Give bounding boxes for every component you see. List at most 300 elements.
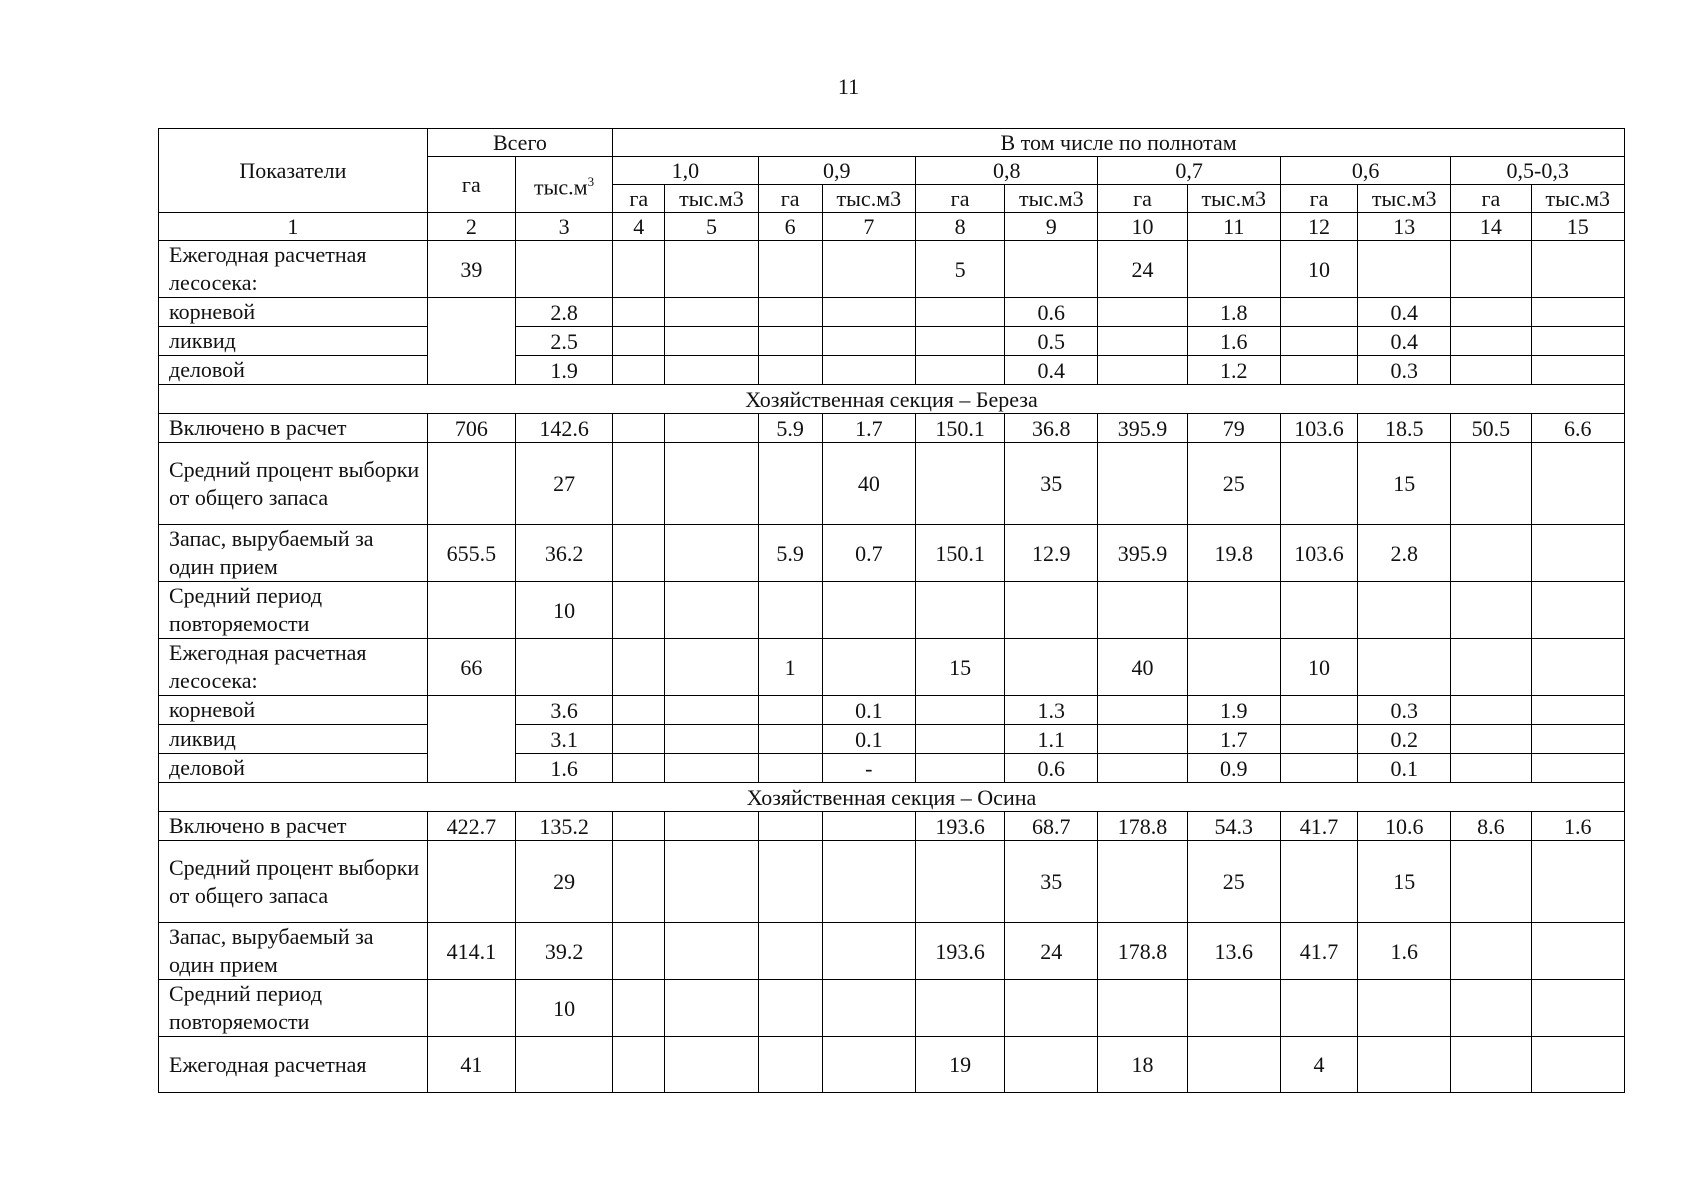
table-cell: 29 (515, 841, 612, 923)
table-cell (1280, 696, 1357, 725)
table-cell: 2.5 (515, 327, 612, 356)
table-cell (1280, 356, 1357, 385)
header-total: Всего (427, 129, 613, 157)
row-label: Запас, вырубаемый за один прием (159, 923, 428, 980)
header-unit-volume: тыс.м3 (1187, 185, 1280, 213)
row-label: корневой (159, 696, 428, 725)
table-row (159, 414, 1625, 443)
table-cell: 1.2 (1187, 356, 1280, 385)
header-density: 0,5-0,3 (1451, 157, 1625, 185)
table-cell (1005, 241, 1098, 298)
table-cell (665, 696, 758, 725)
merged-empty-cell (427, 696, 515, 783)
table-cell (758, 443, 822, 525)
table-cell (515, 1037, 612, 1093)
table-cell (1531, 754, 1624, 783)
header-density: 0,6 (1280, 157, 1450, 185)
table-cell (822, 298, 915, 327)
table-subrow (159, 754, 1625, 783)
table-cell (665, 754, 758, 783)
table-cell (665, 327, 758, 356)
table-cell: 142.6 (515, 414, 612, 443)
table-cell: 2.8 (1358, 525, 1451, 582)
table-cell: 0.4 (1358, 327, 1451, 356)
table-cell (613, 525, 665, 582)
table-cell: 0.5 (1005, 327, 1098, 356)
table-cell: 0.1 (822, 696, 915, 725)
table-cell: 0.2 (1358, 725, 1451, 754)
column-number: 10 (1098, 213, 1187, 241)
table-cell (1451, 241, 1531, 298)
table-cell (1187, 582, 1280, 639)
table-cell (822, 356, 915, 385)
table-cell: 10.6 (1358, 812, 1451, 841)
table-cell: 40 (822, 443, 915, 525)
table-cell (758, 754, 822, 783)
table-body (159, 241, 1625, 1093)
row-label: Включено в расчет (159, 812, 428, 841)
row-label: Ежегодная расчетная (159, 1037, 428, 1093)
table-cell (1531, 639, 1624, 696)
table-cell (1531, 696, 1624, 725)
column-number: 14 (1451, 213, 1531, 241)
header-density: 0,7 (1098, 157, 1280, 185)
table-cell (613, 754, 665, 783)
table-cell: 5.9 (758, 525, 822, 582)
table-cell (613, 725, 665, 754)
table-cell: 150.1 (915, 525, 1004, 582)
header-unit-ha: га (1280, 185, 1357, 213)
header-unit-volume: тыс.м3 (1358, 185, 1451, 213)
table-cell (515, 241, 612, 298)
section-row (159, 783, 1625, 812)
table-cell (915, 725, 1004, 754)
table-cell (1358, 639, 1451, 696)
forest-data-table (158, 128, 1625, 1093)
table-cell (1451, 923, 1531, 980)
row-label: Ежегодная расчетная лесосека: (159, 241, 428, 298)
table-cell (427, 582, 515, 639)
column-number: 5 (665, 213, 758, 241)
table-cell: 18 (1098, 1037, 1187, 1093)
table-cell (758, 725, 822, 754)
page-number: 11 (837, 74, 860, 99)
column-number: 11 (1187, 213, 1280, 241)
table-cell: 10 (515, 980, 612, 1037)
table-cell: 0.6 (1005, 298, 1098, 327)
table-cell (665, 639, 758, 696)
table-cell (1451, 327, 1531, 356)
table-cell: 41 (427, 1037, 515, 1093)
table-cell (1451, 582, 1531, 639)
table-cell (758, 582, 822, 639)
header-unit-ha: га (1451, 185, 1531, 213)
header-unit-ha: га (613, 185, 665, 213)
table-cell: 8.6 (1451, 812, 1531, 841)
table-cell (1451, 298, 1531, 327)
table-cell (1280, 582, 1357, 639)
section-title: Хозяйственная секция – Береза (159, 385, 1625, 414)
merged-empty-cell (427, 298, 515, 385)
table-cell: 0.7 (822, 525, 915, 582)
header-column-numbers-row (159, 213, 1625, 241)
table-cell (758, 980, 822, 1037)
row-label: деловой (159, 356, 428, 385)
row-label: Средний период повторяемости (159, 980, 428, 1037)
table-subrow (159, 356, 1625, 385)
table-cell (822, 812, 915, 841)
table-cell: 13.6 (1187, 923, 1280, 980)
table-cell (1451, 754, 1531, 783)
table-cell (665, 1037, 758, 1093)
header-total-ha: га (427, 157, 515, 213)
table-cell: 193.6 (915, 812, 1004, 841)
table-cell (515, 639, 612, 696)
header-unit-volume: тыс.м3 (1005, 185, 1098, 213)
table-cell: 36.2 (515, 525, 612, 582)
table-cell (665, 525, 758, 582)
column-number: 6 (758, 213, 822, 241)
table-cell: - (822, 754, 915, 783)
table-cell: 4 (1280, 1037, 1357, 1093)
table-cell (1451, 1037, 1531, 1093)
table-cell: 41.7 (1280, 812, 1357, 841)
table-cell: 0.1 (822, 725, 915, 754)
table-cell: 25 (1187, 443, 1280, 525)
table-cell (1358, 241, 1451, 298)
table-cell (1280, 298, 1357, 327)
section-title: Хозяйственная секция – Осина (159, 783, 1625, 812)
table-cell (1531, 841, 1624, 923)
table-cell (665, 980, 758, 1037)
column-number: 12 (1280, 213, 1357, 241)
table-cell: 39 (427, 241, 515, 298)
table-cell: 27 (515, 443, 612, 525)
table-cell (822, 582, 915, 639)
table-cell (758, 841, 822, 923)
table-cell: 54.3 (1187, 812, 1280, 841)
row-label: Средний процент выборки от общего запаса (159, 841, 428, 923)
table-cell: 0.6 (1005, 754, 1098, 783)
table-subrow (159, 298, 1625, 327)
header-unit-volume: тыс.м3 (822, 185, 915, 213)
table-cell (1098, 841, 1187, 923)
table-cell: 178.8 (1098, 812, 1187, 841)
table-row (159, 639, 1625, 696)
table-cell: 15 (915, 639, 1004, 696)
table-cell (665, 725, 758, 754)
table-cell (1098, 356, 1187, 385)
table-cell (613, 241, 665, 298)
table-row (159, 582, 1625, 639)
table-cell (758, 327, 822, 356)
table-cell (1280, 725, 1357, 754)
row-label: Включено в расчет (159, 414, 428, 443)
table-cell: 3.6 (515, 696, 612, 725)
table-cell: 178.8 (1098, 923, 1187, 980)
table-cell (822, 980, 915, 1037)
table-cell: 25 (1187, 841, 1280, 923)
table-cell: 24 (1098, 241, 1187, 298)
table-cell (822, 327, 915, 356)
table-cell: 5.9 (758, 414, 822, 443)
table-cell (1187, 980, 1280, 1037)
row-label: Средний процент выборки от общего запаса (159, 443, 428, 525)
table-cell (758, 1037, 822, 1093)
table-cell (613, 356, 665, 385)
table-cell (613, 414, 665, 443)
table-cell (1531, 241, 1624, 298)
table-cell (427, 443, 515, 525)
table-cell: 36.8 (1005, 414, 1098, 443)
table-cell (1451, 443, 1531, 525)
header-density: 0,9 (758, 157, 915, 185)
row-label: ликвид (159, 725, 428, 754)
table-cell: 1.6 (1358, 923, 1451, 980)
table-cell: 135.2 (515, 812, 612, 841)
table-cell (915, 356, 1004, 385)
table-row (159, 980, 1625, 1037)
table-subrow (159, 725, 1625, 754)
table-cell (915, 582, 1004, 639)
table-cell (427, 980, 515, 1037)
table-cell (1451, 725, 1531, 754)
table-cell: 1.7 (1187, 725, 1280, 754)
table-cell: 24 (1005, 923, 1098, 980)
table-cell (665, 414, 758, 443)
table-subrow (159, 696, 1625, 725)
table-cell (758, 298, 822, 327)
table-cell: 5 (915, 241, 1004, 298)
table-cell (1451, 525, 1531, 582)
table-cell (665, 812, 758, 841)
row-label: Средний период повторяемости (159, 582, 428, 639)
table-cell: 706 (427, 414, 515, 443)
table-cell: 0.9 (1187, 754, 1280, 783)
table-cell (1280, 443, 1357, 525)
table-cell (1187, 241, 1280, 298)
table-cell (915, 754, 1004, 783)
table-cell: 655.5 (427, 525, 515, 582)
table-cell (613, 298, 665, 327)
table-cell: 150.1 (915, 414, 1004, 443)
table-cell (915, 841, 1004, 923)
table-cell (1005, 980, 1098, 1037)
row-label: Запас, вырубаемый за один прием (159, 525, 428, 582)
table-cell: 1.6 (1531, 812, 1624, 841)
table-cell: 1.8 (1187, 298, 1280, 327)
table-cell: 3.1 (515, 725, 612, 754)
table-cell: 0.3 (1358, 696, 1451, 725)
row-label: ликвид (159, 327, 428, 356)
table-cell: 2.8 (515, 298, 612, 327)
table-cell: 1.3 (1005, 696, 1098, 725)
table-cell: 0.4 (1358, 298, 1451, 327)
table-cell: 15 (1358, 841, 1451, 923)
table-cell: 6.6 (1531, 414, 1624, 443)
table-cell (1531, 725, 1624, 754)
table-cell (1531, 298, 1624, 327)
table-row (159, 525, 1625, 582)
table-cell (1187, 639, 1280, 696)
table-cell (613, 696, 665, 725)
table-cell: 10 (1280, 639, 1357, 696)
table-cell: 1.7 (822, 414, 915, 443)
table-cell (1531, 980, 1624, 1037)
table-cell: 12.9 (1005, 525, 1098, 582)
table-cell (1005, 1037, 1098, 1093)
table-cell (1280, 327, 1357, 356)
table-cell: 19.8 (1187, 525, 1280, 582)
row-label: Ежегодная расчетная лесосека: (159, 639, 428, 696)
table-cell: 1.9 (515, 356, 612, 385)
table-cell (613, 923, 665, 980)
table-row (159, 443, 1625, 525)
table-cell (613, 639, 665, 696)
table-row (159, 812, 1625, 841)
table-cell (758, 696, 822, 725)
table-cell (1098, 725, 1187, 754)
table-cell (1451, 639, 1531, 696)
table-cell (613, 980, 665, 1037)
table-cell (427, 841, 515, 923)
table-cell: 103.6 (1280, 525, 1357, 582)
table-cell (613, 812, 665, 841)
table-cell (1005, 582, 1098, 639)
table-cell (822, 639, 915, 696)
table-cell (1358, 980, 1451, 1037)
header-unit-ha: га (1098, 185, 1187, 213)
table-cell (613, 1037, 665, 1093)
table-cell (1098, 754, 1187, 783)
table-cell (1531, 525, 1624, 582)
table-subrow (159, 327, 1625, 356)
table-cell (758, 356, 822, 385)
table-cell: 0.3 (1358, 356, 1451, 385)
table-cell (665, 298, 758, 327)
table-cell (822, 1037, 915, 1093)
table-cell: 15 (1358, 443, 1451, 525)
table-cell: 395.9 (1098, 525, 1187, 582)
row-label: деловой (159, 754, 428, 783)
table-cell (758, 923, 822, 980)
table-cell: 395.9 (1098, 414, 1187, 443)
table-cell (822, 241, 915, 298)
table-cell (1280, 841, 1357, 923)
header-density: 0,8 (915, 157, 1097, 185)
table-row (159, 1037, 1625, 1093)
column-number: 4 (613, 213, 665, 241)
table-cell (1531, 327, 1624, 356)
table-cell: 0.4 (1005, 356, 1098, 385)
table-cell (822, 841, 915, 923)
table-cell (1280, 754, 1357, 783)
table-cell (1451, 356, 1531, 385)
header-unit-ha: га (915, 185, 1004, 213)
table-cell: 0.1 (1358, 754, 1451, 783)
column-number: 15 (1531, 213, 1624, 241)
table-cell: 19 (915, 1037, 1004, 1093)
header-by-density: В том числе по полнотам (613, 129, 1625, 157)
table-cell (1531, 923, 1624, 980)
table-cell (1451, 980, 1531, 1037)
table-cell: 39.2 (515, 923, 612, 980)
table-cell (1358, 1037, 1451, 1093)
table-row (159, 923, 1625, 980)
table-cell: 50.5 (1451, 414, 1531, 443)
table-cell (915, 327, 1004, 356)
table-cell (613, 327, 665, 356)
table-cell (665, 241, 758, 298)
table-cell (1098, 443, 1187, 525)
table-cell: 1.6 (515, 754, 612, 783)
table-cell (1187, 1037, 1280, 1093)
header-density: 1,0 (613, 157, 758, 185)
table-cell: 10 (1280, 241, 1357, 298)
table-cell: 66 (427, 639, 515, 696)
table-cell (1098, 327, 1187, 356)
table-cell (915, 980, 1004, 1037)
table-cell: 10 (515, 582, 612, 639)
table-cell (1531, 443, 1624, 525)
table-cell (665, 443, 758, 525)
table-cell: 18.5 (1358, 414, 1451, 443)
table-cell (1358, 582, 1451, 639)
table-cell (758, 812, 822, 841)
table-cell (915, 696, 1004, 725)
column-number: 8 (915, 213, 1004, 241)
table-cell (758, 241, 822, 298)
table-cell (915, 298, 1004, 327)
table-cell: 79 (1187, 414, 1280, 443)
table-cell (1098, 582, 1187, 639)
table-cell (1280, 980, 1357, 1037)
table-cell (613, 443, 665, 525)
table-cell (1005, 639, 1098, 696)
table-cell (613, 582, 665, 639)
table-cell: 1.6 (1187, 327, 1280, 356)
table-row (159, 841, 1625, 923)
table-cell: 41.7 (1280, 923, 1357, 980)
header-total-volume: $тыс.м^3$ (515, 157, 612, 213)
header-unit-volume: тыс.м3 (1531, 185, 1624, 213)
table-cell (665, 923, 758, 980)
table-header (159, 129, 1625, 241)
table-cell (613, 841, 665, 923)
table-cell: 35 (1005, 841, 1098, 923)
table-cell: 193.6 (915, 923, 1004, 980)
column-number: 2 (427, 213, 515, 241)
column-number: 1 (159, 213, 428, 241)
table-cell: 422.7 (427, 812, 515, 841)
table-cell: 1.9 (1187, 696, 1280, 725)
table-cell (665, 356, 758, 385)
column-number: 3 (515, 213, 612, 241)
table-cell: 35 (1005, 443, 1098, 525)
table-cell (1531, 1037, 1624, 1093)
table-cell: 1 (758, 639, 822, 696)
column-number: 7 (822, 213, 915, 241)
table-cell (915, 443, 1004, 525)
table-cell: 1.1 (1005, 725, 1098, 754)
table-cell (665, 582, 758, 639)
header-indicators: Показатели (159, 129, 428, 213)
table-cell (1098, 298, 1187, 327)
table-cell (822, 923, 915, 980)
column-number: 9 (1005, 213, 1098, 241)
table-cell: 414.1 (427, 923, 515, 980)
header-unit-volume: тыс.м3 (665, 185, 758, 213)
